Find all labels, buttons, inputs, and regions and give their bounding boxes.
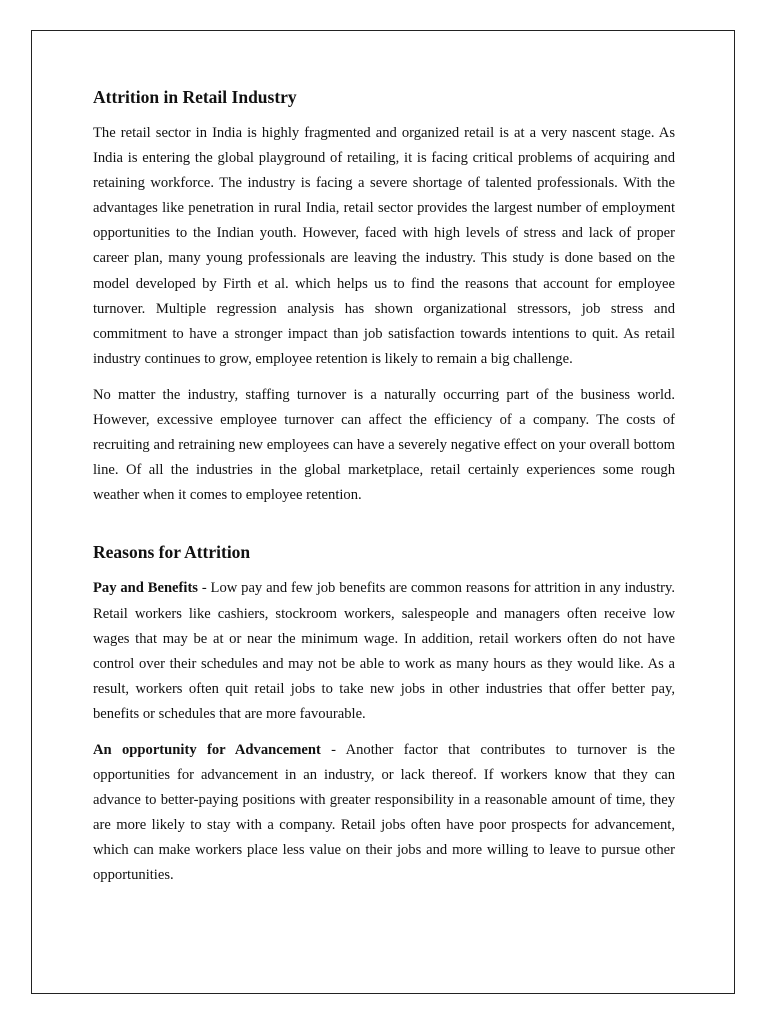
section-heading-reasons: Reasons for Attrition [93, 542, 251, 563]
lead-pay-benefits: Pay and Benefits [93, 580, 198, 597]
section-heading-attrition: Attrition in Retail Industry [93, 87, 297, 107]
text-pay-benefits: - Low pay and few job benefits are common reasons for attrition in any industry. Retail workers like cashiers, stockroom workers, salespeople and managers often receive low wages that may be at or near the minimum wage. In addition, retail workers often do not have control over their schedules and may not be able to work as many hours as they would like. As a result, workers often quit retail jobs to take new jobs in other industries that offer better pay, benefits or schedules that are more favourable. [93, 580, 675, 722]
paragraph-advancement [93, 738, 675, 889]
paragraph-turnover: No matter the industry, staffing turnover is a naturally occurring part of the business world. However, excessive employee turnover can affect the efficiency of a company. The costs of recruiting and retraining new employees can have a severely negative effect on your overall bottom line. Of all the industries in the global marketplace, retail certainly experiences some rough weather when it comes to employee retention. [93, 386, 675, 504]
paragraph-pay-benefits [93, 576, 675, 727]
document-body [93, 84, 675, 900]
paragraph-intro: The retail sector in India is highly fragmented and organized retail is at a very nascent stage. As India is entering the global playground of retailing, it is facing critical problems of acquiring and retaining workforce. The industry is facing a severe shortage of talented professionals. With the advantages like penetration in rural India, retail sector provides the largest number of employment opportunities to the Indian youth. However, faced with high levels of stress and lack of proper career plan, many young professionals are leaving the industry. This study is done based on the model developed by Firth et al. which helps us to find the reasons that account for employee turnover. Multiple regression analysis has shown organizational stressors, job stress and commitment to have a stronger impact than job satisfaction towards intentions to quit. As retail industry continues to grow, employee retention is likely to remain a big challenge. [93, 125, 675, 367]
lead-advancement: An opportunity for Advancement [93, 741, 321, 758]
text-advancement: - Another factor that contributes to turnover is the opportunities for advancement in an industry, or lack thereof. If workers know that they can advance to better-paying positions with greater responsibility in a reasonable amount of time, they are more likely to stay with a company. Retail jobs often have poor prospects for advancement, which can make workers place less value on their jobs and more willing to leave to pursue other opportunities. [93, 741, 675, 884]
